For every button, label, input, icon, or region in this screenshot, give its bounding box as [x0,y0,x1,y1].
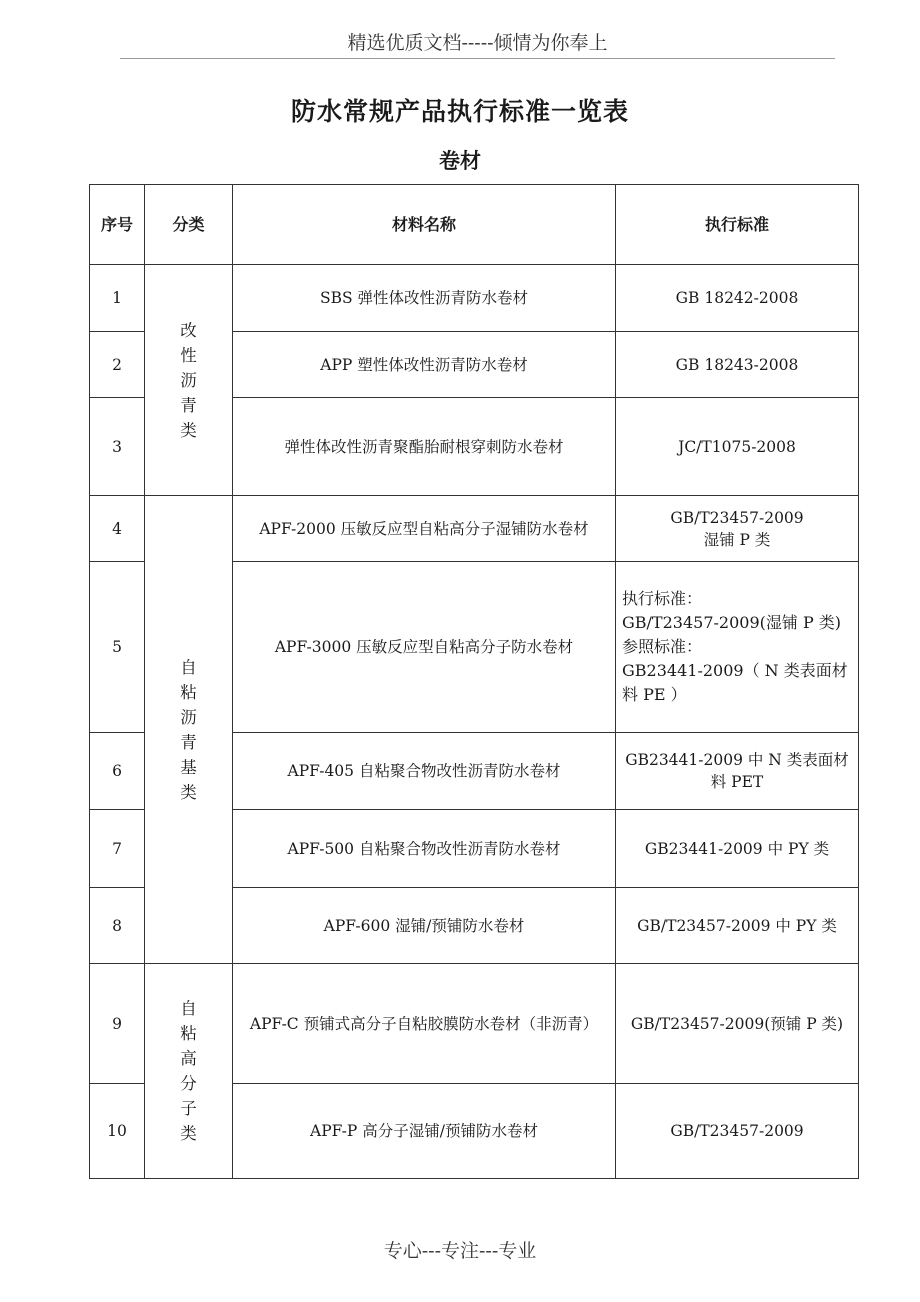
header-material-name: 材料名称 [233,185,616,265]
standard-line: GB23441-2009 中 N 类表面材料 PET [625,751,849,791]
row-number: 3 [90,398,145,496]
material-name: SBS 弹性体改性沥青防水卷材 [233,265,616,332]
row-number: 4 [90,496,145,562]
category-label: 改性沥青类 [180,320,197,440]
table-row [90,496,859,562]
standard-line: GB23441-2009（ N 类表面材料 PE ） [622,661,848,704]
page-footer: 专心---专注---专业 [383,1240,537,1262]
standard-line: GB/T23457-2009(湿铺 P 类) [622,613,842,632]
material-name: APF-3000 压敏反应型自粘高分子防水卷材 [233,562,616,733]
row-number: 8 [90,888,145,964]
category-cell [145,496,233,964]
table-row [90,964,859,1084]
standard-cell [616,964,859,1084]
standard-cell [616,1084,859,1179]
material-name: APF-600 湿铺/预铺防水卷材 [233,888,616,964]
category-label: 自粘高分子类 [180,999,197,1143]
standards-table [89,184,859,1179]
standard-line: JC/T1075-2008 [678,437,796,456]
row-number: 10 [90,1084,145,1179]
material-name: APP 塑性体改性沥青防水卷材 [233,332,616,398]
category-cell [145,265,233,496]
category-label: 自粘沥青基类 [180,657,197,802]
standard-line: GB/T23457-2009 [670,1122,804,1140]
standard-line: GB23441-2009 中 PY 类 [644,839,830,858]
standard-cell [616,733,859,810]
standard-cell [616,398,859,496]
row-number: 9 [90,964,145,1084]
standard-cell [616,810,859,888]
standard-line: GB 18242-2008 [675,289,799,307]
row-number: 2 [90,332,145,398]
row-number: 7 [90,810,145,888]
row-number: 6 [90,733,145,810]
standard-line: GB/T23457-2009 中 PY 类 [637,916,837,935]
standard-line: 执行标准： [622,589,703,608]
standard-line: 湿铺 P 类 [703,530,771,549]
material-name: APF-405 自粘聚合物改性沥青防水卷材 [233,733,616,810]
standard-cell [616,332,859,398]
page-header: 精选优质文档-----倾情为你奉上 [120,28,835,59]
standard-line: GB/T23457-2009(预铺 P 类) [630,1014,844,1033]
standard-cell [616,562,859,733]
category-cell [145,964,233,1179]
standard-line: GB 18243-2008 [675,355,799,374]
document-subtitle: 卷材 [439,148,481,173]
material-name: APF-2000 压敏反应型自粘高分子湿铺防水卷材 [233,496,616,562]
standard-line: GB/T23457-2009 [670,508,804,527]
standard-cell [616,888,859,964]
table-header-row [90,185,859,265]
standard-line: 参照标准： [622,637,703,656]
standard-cell [616,496,859,562]
material-name: APF-500 自粘聚合物改性沥青防水卷材 [233,810,616,888]
header-standard: 执行标准 [616,185,859,265]
standard-cell [616,265,859,332]
row-number: 5 [90,562,145,733]
header-no: 序号 [90,185,145,265]
material-name: APF-C 预铺式高分子自粘胶膜防水卷材（非沥青） [233,964,616,1084]
material-name: APF-P 高分子湿铺/预铺防水卷材 [233,1084,616,1179]
row-number: 1 [90,265,145,332]
document-title: 防水常规产品执行标准一览表 [290,97,629,126]
header-category: 分类 [145,185,233,265]
table-row [90,265,859,332]
material-name: 弹性体改性沥青聚酯胎耐根穿刺防水卷材 [233,398,616,496]
